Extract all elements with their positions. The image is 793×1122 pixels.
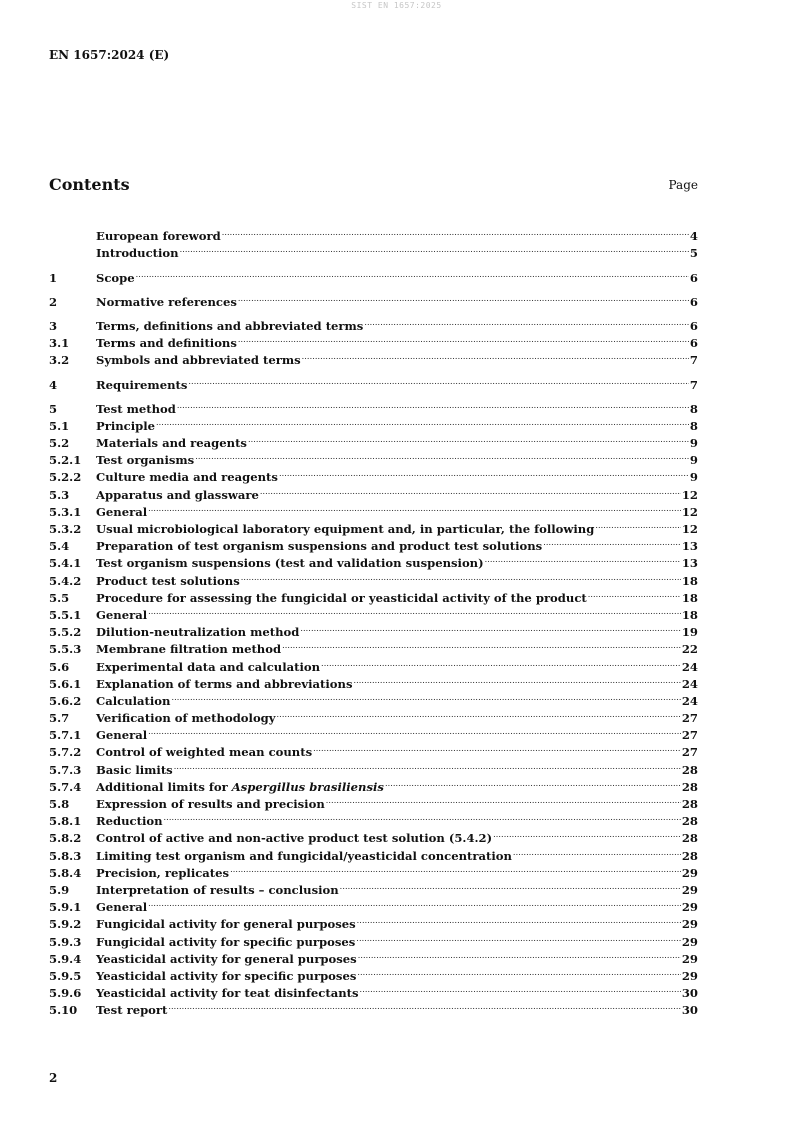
toc-entry-page: 24 [681,693,698,708]
toc-entry-title-text: Experimental data and calculation [96,659,321,674]
toc-entry-number: 5.8.3 [49,848,82,863]
toc-entry-page: 6 [689,336,698,351]
toc-entry-title [96,813,163,830]
toc-entry-page: 8 [689,418,698,433]
toc-entry-page: 28 [681,831,698,846]
toc-entry-number: 4 [49,377,58,392]
toc-entry-page: 18 [681,607,698,622]
toc-entry-title [96,1002,167,1019]
toc-entry-title-text: Terms, definitions and abbreviated terms [96,318,364,333]
toc-dot-leader [485,550,681,567]
toc-entry-number: 5.4 [49,539,70,554]
toc-entry-number: 5.4.1 [49,556,82,571]
toc-entry-page: 30 [681,986,698,1001]
toc-entry-title [96,245,179,262]
toc-entry-title [96,294,237,311]
toc-entry-page: 28 [681,762,698,777]
toc-dot-leader [354,671,681,688]
toc-entry-title-text: Procedure for assessing the fungicidal or yeasticidal activity of the product [96,590,587,605]
toc-entry-number: 5.9.6 [49,986,82,1001]
toc-entry-page: 7 [689,353,698,368]
toc-entry[interactable] [49,289,698,309]
toc-dot-leader [493,825,681,842]
toc-entry-title [96,377,187,394]
toc-dot-leader [238,330,689,347]
toc-entry-title-text: Yeasticidal activity for teat disinfectants [96,986,359,1001]
toc-dot-leader [248,430,689,447]
page-column-label: Page [668,178,698,192]
toc-entry-title-text: Additional limits for [96,779,232,794]
toc-entry-title-text: Materials and reagents [96,436,247,451]
toc-entry-page: 27 [681,711,698,726]
toc-entry-page: 28 [681,848,698,863]
toc-entry-number: 5.8.4 [49,865,82,880]
toc-entry-title-text: Culture media and reagents [96,470,278,485]
toc-entry-page: 8 [689,401,698,416]
toc-entry-number: 5.7.1 [49,728,82,743]
toc-dot-leader [177,396,689,413]
toc-entry-page: 29 [681,882,698,897]
toc-entry-title-text: Fungicidal activity for specific purposes [96,934,356,949]
toc-entry-title-text: General [96,607,148,622]
toc-entry-number: 5.3.1 [49,504,82,519]
toc-entry[interactable] [49,371,698,392]
toc-entry[interactable] [49,396,698,416]
toc-entry-title [96,452,194,469]
toc-entry-page: 6 [689,294,698,309]
toc-entry-page: 30 [681,1003,698,1018]
toc-entry-page: 6 [689,270,698,285]
toc-dot-leader [164,808,681,825]
toc-entry-number: 5.2.2 [49,470,82,485]
toc-entry-title [96,538,542,555]
toc-dot-leader [148,722,681,739]
toc-entry-page: 27 [681,745,698,760]
toc-entry-title [96,624,299,641]
toc-entry-page: 27 [681,728,698,743]
toc-dot-leader [543,533,681,550]
toc-entry-title-text: Explanation of terms and abbreviations [96,676,353,691]
toc-dot-leader [148,602,681,619]
toc-entry-title [96,762,173,779]
toc-entry-title [96,607,147,624]
toc-entry-page: 19 [681,625,698,640]
toc-entry-page: 29 [681,968,698,983]
toc-entry-number: 5.8 [49,797,70,811]
toc-entry-number: 5.5.3 [49,642,82,657]
toc-entry-title-text: Expression of results and precision [96,797,325,811]
toc-dot-leader [513,842,681,859]
toc-entry-title-text: General [96,504,148,519]
toc-entry-title-text: Usual microbiological laboratory equipment and, in particular, the following [96,522,595,536]
toc-entry-page: 29 [681,917,698,932]
toc-entry-number: 5.9.5 [49,968,82,983]
toc-entry-title [96,270,135,287]
toc-entry-page: 9 [689,436,698,451]
toc-entry-page: 18 [681,590,698,605]
toc-entry-title-text: Yeasticidal activity for specific purposes [96,968,357,983]
toc-dot-leader [195,447,689,464]
toc-dot-leader [321,653,681,670]
toc-entry-number: 5.6 [49,659,70,674]
toc-entry-number: 5.9.3 [49,934,82,949]
contents-heading: Contents [49,175,130,194]
toc-dot-leader [180,240,689,257]
toc-dot-leader [302,347,689,364]
toc-entry-page: 7 [689,377,698,392]
toc-entry-title [96,659,320,676]
toc-entry-page: 28 [681,779,698,794]
toc-entry-page: 24 [681,676,698,691]
toc-entry-number: 5.9.1 [49,900,82,915]
toc-entry-title [96,830,492,847]
toc-entry-page: 13 [681,539,698,554]
toc-entry-title-text: Terms and definitions [96,336,237,351]
toc-entry-number: 3.1 [49,336,70,351]
toc-dot-leader [168,997,680,1014]
toc-dot-leader [360,980,681,997]
toc-entry-title [96,335,237,352]
toc-entry-page: 22 [681,642,698,657]
toc-entry-page: 18 [681,573,698,588]
toc-entry-title [96,968,356,985]
toc-entry-title-text: Scope [96,270,135,285]
toc-entry-number: 5.3 [49,487,70,502]
toc-entry-page: 24 [681,659,698,674]
toc-entry-title-text: Verification of methodology [96,711,276,726]
toc-entry-title-text: Product test solutions [96,573,240,588]
toc-dot-leader [300,619,680,636]
toc-entry[interactable] [49,264,698,285]
toc-entry-title [96,521,594,538]
toc-entry-title-text: Test report [96,1003,168,1018]
toc-dot-leader [241,567,681,584]
toc-entry-title-text: Symbols and abbreviated terms [96,353,301,368]
toc-entry-number: 5.6.2 [49,693,82,708]
toc-dot-leader [356,928,681,945]
toc-entry-title-italic: Aspergillus brasiliensis [231,779,384,794]
toc-entry-number: 2 [49,294,58,309]
toc-entry-title-text: General [96,900,148,915]
toc-entry-title-text: Preparation of test organism suspensions and product test solutions [96,539,543,554]
toc-entry-page: 9 [689,453,698,468]
toc-entry-page: 5 [689,246,698,261]
toc-dot-leader [156,413,689,430]
toc-dot-leader [148,499,681,516]
toc-entry-title-text: Control of weighted mean counts [96,745,313,760]
toc-entry-number: 1 [49,270,58,285]
toc-dot-leader [357,963,681,980]
toc-entry-page: 13 [681,556,698,571]
toc-entry-number: 5.5.1 [49,607,82,622]
toc-entry-title [96,469,278,486]
toc-entry-page: 28 [681,797,698,811]
toc-entry-number: 5.8.2 [49,831,82,846]
toc-entry[interactable] [49,313,698,333]
toc-dot-leader [385,774,681,791]
toc-dot-leader [313,739,681,756]
toc-entry-title [96,504,147,521]
toc-entry-page: 6 [689,318,698,333]
toc-dot-leader [277,705,681,722]
toc-entry-title-text: Calculation [96,693,171,708]
page-number: 2 [49,1071,58,1085]
toc-entry-title-text: Normative references [96,294,237,309]
toc-dot-leader [174,756,681,773]
toc-dot-leader [260,481,681,498]
toc-entry-title [96,693,170,710]
toc-entry-title-text: Principle [96,418,156,433]
toc-entry-number: 5.1 [49,418,70,433]
toc-dot-leader [340,877,681,894]
toc-dot-leader [238,289,689,306]
toc-entry-title [96,934,355,951]
toc-entry-number: 5.7 [49,711,70,726]
toc-entry-title-text: Requirements [96,377,188,392]
toc-entry-title-text: General [96,728,148,743]
toc-entry-title-text: Control of active and non-active product test solution (5.4.2) [96,831,493,846]
toc-entry-title [96,899,147,916]
toc-entry-title-text: Membrane filtration method [96,642,282,657]
toc-entry-number: 5.7.4 [49,779,82,794]
toc-entry-title-text: Apparatus and glassware [96,487,259,502]
toc-entry-number: 5.2 [49,436,70,451]
toc-entry-title [96,641,281,658]
toc-entry-title-text: Dilution-neutralization method [96,625,300,640]
toc-entry-title-text: Basic limits [96,762,173,777]
toc-dot-leader [282,636,681,653]
toc-dot-leader [364,313,689,330]
toc-entry-title [96,865,229,882]
toc-entry-number: 5.6.1 [49,676,82,691]
toc-entry-title-text: Limiting test organism and fungicidal/yeasticidal concentration [96,848,512,863]
toc-entry-number: 3 [49,318,58,333]
toc-entry-number: 5.8.1 [49,814,82,829]
toc-entry-title-text: Yeasticidal activity for general purposes [96,951,357,966]
toc-entry-title [96,951,357,968]
toc-entry-title-text: Test organism suspensions (test and validation suspension) [96,556,484,571]
toc-entry-page: 12 [681,522,698,536]
toc-entry-page: 12 [681,504,698,519]
toc-entry-number: 5.7.2 [49,745,82,760]
toc-entry-number: 3.2 [49,353,70,368]
toc-entry-title [96,916,356,933]
toc-entry-title-text: Precision, replicates [96,865,230,880]
toc-dot-leader [148,894,681,911]
toc-dot-leader [588,585,681,602]
toc-entry-title-text: Test method [96,401,176,416]
toc-entry-number: 5.3.2 [49,522,82,536]
table-of-contents [49,223,698,1018]
toc-entry-number: 5 [49,401,58,416]
toc-entry-page: 12 [681,487,698,502]
toc-entry[interactable] [49,223,698,244]
toc-entry-number: 5.9.4 [49,951,82,966]
toc-entry-number: 5.7.3 [49,762,82,777]
document-id: EN 1657:2024 (E) [49,48,170,62]
toc-entry-page: 29 [681,900,698,915]
toc-entry-number: 5.9.2 [49,917,82,932]
toc-entry-title-text: Introduction [96,246,179,261]
toc-entry-page: 29 [681,951,698,966]
toc-entry-number: 5.10 [49,1003,78,1018]
toc-entry-title [96,418,155,435]
toc-entry-page: 28 [681,814,698,829]
toc-dot-leader [230,860,681,877]
toc-entry-title [96,352,301,369]
toc-entry-title-text: Interpretation of results – conclusion [96,882,339,897]
toc-entry-page: 29 [681,934,698,949]
toc-entry-number: 5.2.1 [49,453,82,468]
toc-dot-leader [171,688,680,705]
toc-dot-leader [188,371,689,388]
toc-entry-number: 5.4.2 [49,573,82,588]
toc-entry-page: 9 [689,470,698,485]
toc-entry-title [96,727,147,744]
toc-dot-leader [326,791,681,808]
watermark: SIST EN 1657:2025 [351,1,442,10]
toc-dot-leader [595,516,681,533]
toc-dot-leader [357,911,681,928]
toc-entry-number: 5.5 [49,590,70,605]
toc-entry-page: 29 [681,865,698,880]
toc-dot-leader [222,223,689,240]
toc-entry-title-text: European foreword [96,229,221,244]
toc-entry-page: 4 [689,229,698,244]
toc-entry-number: 5.5.2 [49,625,82,640]
toc-entry-title-text: Test organisms [96,453,195,468]
toc-entry-title-text: Fungicidal activity for general purposes [96,917,356,932]
toc-dot-leader [358,946,681,963]
toc-entry-title-text: Reduction [96,814,163,829]
toc-entry-number: 5.9 [49,882,70,897]
toc-dot-leader [279,464,689,481]
toc-dot-leader [136,264,689,281]
toc-entry-title [96,573,240,590]
